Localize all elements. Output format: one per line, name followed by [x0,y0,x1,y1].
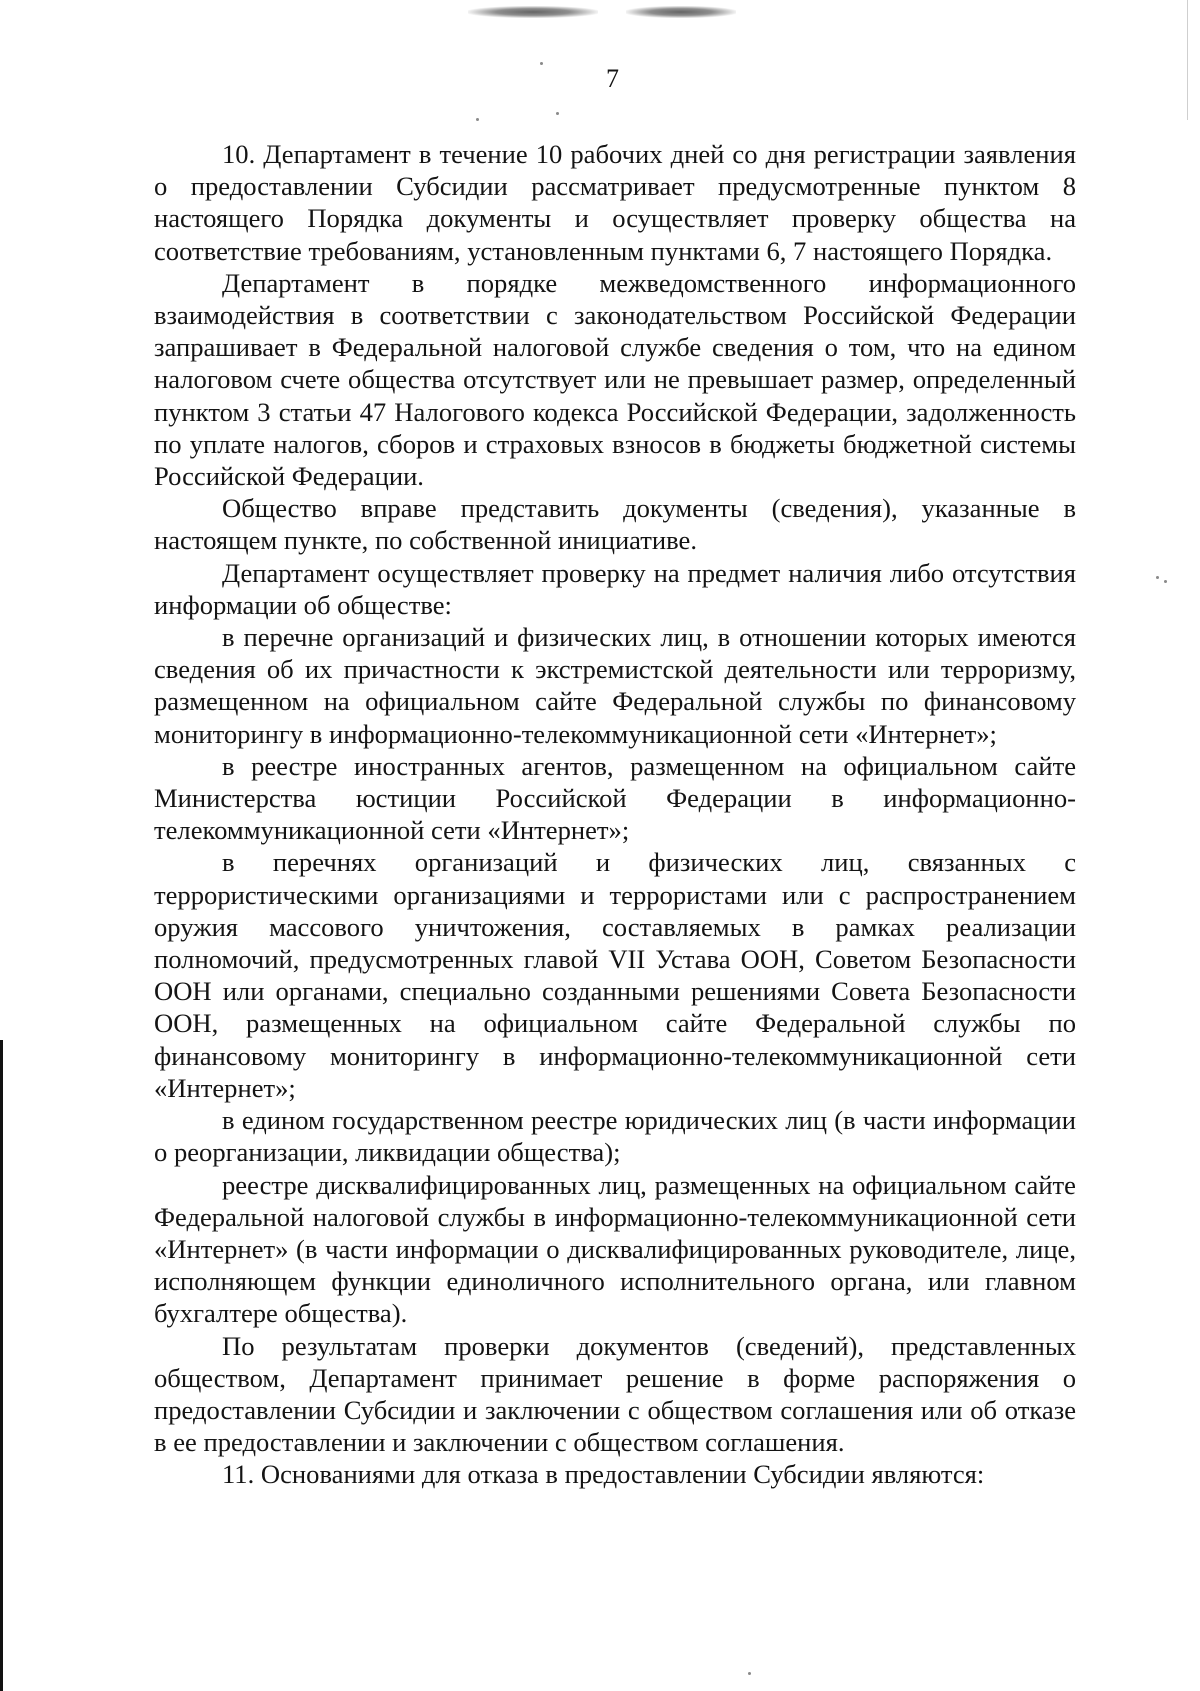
paragraph: Общество вправе представить документы (сведения), указанные в настоящем пункте, по собственной инициативе. [154,493,1076,556]
paragraph: в едином государственном реестре юридических лиц (в части информации о реорганизации, ликвидации общества); [154,1105,1076,1168]
scan-artifact [626,6,736,18]
paragraph: По результатам проверки документов (сведений), представленных обществом, Департамент принимает решение в форме распоряжения о предоставлении Субсидии и заключении с обществом соглашения или об отказе в ее предоставлении и заключении с обществом соглашения. [154,1330,1076,1458]
paragraph: 11. Основаниями для отказа в предоставлении Субсидии являются: [222,1459,985,1490]
paragraph: в реестре иностранных агентов, размещенном на официальном сайте Министерства юстиции Российской Федерации в информационно-телекоммуникационной сети «Интернет»; [154,750,1076,846]
paragraph: Департамент осуществляет проверку на предмет наличия либо отсутствия информации об обществе: [154,557,1076,620]
scan-dust [556,112,559,115]
scan-artifact [468,6,598,18]
scan-dust [748,1672,751,1675]
paragraph: в перечне организаций и физических лиц, в отношении которых имеются сведения об их причастности к экстремистской деятельности или терроризму, размещенном на официальном сайте Федеральной службы по финансовому мониторингу в информационно-телекоммуникационной сети «Интернет»; [154,622,1076,749]
paragraph: в перечнях организаций и физических лиц, связанных с террористическими организациями и террористами или с распространением оружия массового уничтожения, составляемых в рамках реализации полномочий, предусмотренных главой VII Устава ООН, Советом Безопасности ООН или органами, специально созданными решениями Совета Безопасности ООН, размещенных на официальном сайте Федеральной службы по финансовому мониторингу в информационно-телекоммуникационной сети «Интернет»; [154,847,1076,1103]
scan-dust [1164,580,1167,583]
paragraph: Департамент в порядке межведомственного информационного взаимодействия в соответствии с законодательством Российской Федерации запрашивает в Федеральной налоговой службе сведения о том, что на едином налоговом счете общества отсутствует или не превышает размер, определенный пунктом 3 статьи 47 Налогового кодекса Российской Федерации, задолженность по уплате налогов, сборов и страховых взносов в бюджеты бюджетной системы Российской Федерации. [154,267,1076,492]
page-number: 7 [606,64,619,93]
document-body [154,138,1076,1491]
scan-edge [0,1040,3,1691]
scan-dust [1156,576,1159,579]
scan-dust [476,118,479,121]
paragraph: 10. Департамент в течение 10 рабочих дней со дня регистрации заявления о предоставлении Субсидии рассматривает предусмотренные пунктом 8 настоящего Порядка документы и осуществляет проверку общества на соответствие требованиям, установленным пунктами 6, 7 настоящего Порядка. [154,139,1076,266]
paragraph: реестре дисквалифицированных лиц, размещенных на официальном сайте Федеральной налоговой службы в информационно-телекоммуникационной сети «Интернет» (в части информации о дисквалифицированных руководителе, лице, исполняющем функции единоличного исполнительного органа, или главном бухгалтере общества). [154,1169,1076,1329]
scan-edge [1187,0,1188,120]
